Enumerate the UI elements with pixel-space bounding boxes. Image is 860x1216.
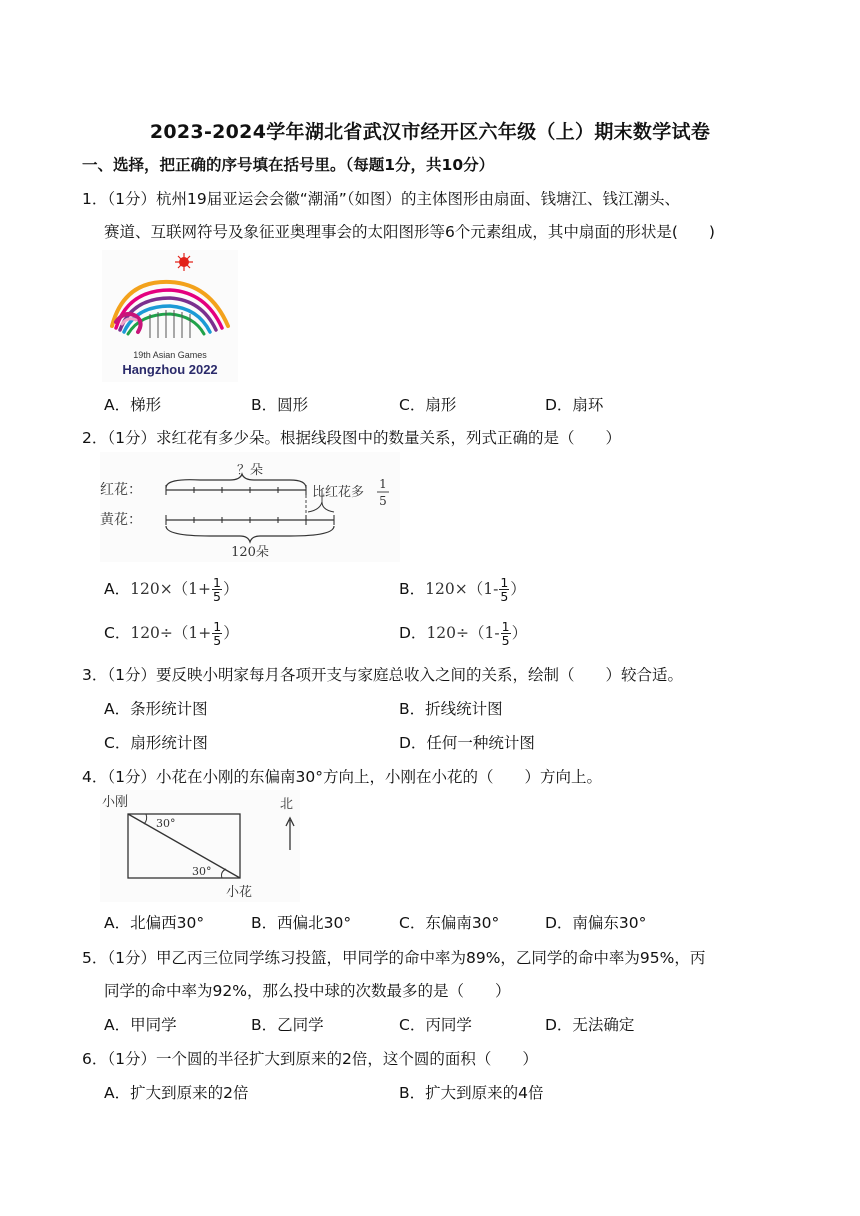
question-1-text-cont: 赛道、互联网符号及象征亚奥理事会的太阳图形等6个元素组成，其中扇面的形状是( ) (104, 223, 715, 241)
q2-option-d-fraction (501, 620, 511, 647)
question-4-text: 4．（1分）小花在小刚的东偏南30°方向上，小刚在小花的（ ）方向上。 (82, 768, 602, 786)
q2-option-a-expr: 120×（1+ (130, 580, 212, 598)
q2-option-b-fraction (499, 576, 509, 603)
q5-option-b[interactable]: B．乙同学 (251, 1016, 324, 1034)
q2-option-c-close: ） (223, 624, 239, 642)
line-segment-diagram (100, 452, 400, 562)
question-5-text: 5．（1分）甲乙丙三位同学练习投篮，甲同学的命中率为89%，乙同学的命中率为95%，丙 (82, 949, 706, 967)
q3-option-a[interactable]: A．条形统计图 (104, 700, 208, 718)
diagram-red-label: 红花： (100, 482, 142, 498)
q2-option-b-letter: B． (399, 580, 426, 598)
angle-label-bottom: 30° (192, 865, 212, 878)
q2-option-d-expr: 120÷（1- (426, 624, 500, 642)
question-5-text-cont: 同学的命中率为92%，那么投中球的次数最多的是（ ） (104, 982, 511, 1000)
q1-option-b[interactable]: B．圆形 (251, 396, 309, 414)
fraction-numerator: 1 (213, 619, 222, 634)
question-6-text: 6．（1分）一个圆的半径扩大到原来的2倍，这个圆的面积（ ） (82, 1050, 538, 1068)
diagram-frac-num: 1 (379, 477, 387, 491)
q3-option-d[interactable]: D．任何一种统计图 (399, 734, 535, 752)
q2-option-a-close: ） (222, 580, 239, 598)
q1-option-c[interactable]: C．扇形 (399, 396, 457, 414)
q2-option-a-fraction (212, 576, 222, 603)
q5-option-a[interactable]: A．甲同学 (104, 1016, 177, 1034)
q6-option-a[interactable]: A．扩大到原来的2倍 (104, 1084, 249, 1102)
q2-option-d-letter: D． (399, 624, 427, 642)
fraction-denominator: 5 (213, 633, 222, 648)
q2-option-a-letter: A． (104, 580, 131, 598)
q2-option-c[interactable] (104, 620, 239, 647)
fraction-numerator: 1 (501, 619, 510, 634)
diagram-yellow-label: 黄花： (100, 512, 142, 528)
question-1-text: 1．（1分）杭州19届亚运会会徽“潮涌”（如图）的主体图形由扇面、钱塘江、钱江潮头、 (82, 190, 681, 208)
q2-option-d-close: ） (511, 624, 528, 642)
question-3-text: 3．（1分）要反映小明家每月各项开支与家庭总收入之间的关系，绘制（ ）较合适。 (82, 666, 683, 684)
north-arrow-icon (284, 816, 296, 852)
q6-option-b[interactable]: B．扩大到原来的4倍 (399, 1084, 544, 1102)
q3-option-c[interactable]: C．扇形统计图 (104, 734, 208, 752)
diagram-more-label: 比红花多 (312, 485, 365, 500)
direction-diagram (100, 790, 300, 902)
fraction-denominator: 5 (501, 633, 510, 648)
q4-option-d[interactable]: D．南偏东30° (545, 914, 647, 932)
q2-option-c-letter: C． (104, 624, 131, 642)
diagram-frac-den: 5 (379, 494, 387, 508)
fraction-numerator: 1 (213, 575, 221, 590)
question-2-text: 2．（1分）求红花有多少朵。根据线段图中的数量关系，列式正确的是（ ） (82, 429, 621, 447)
q4-option-b[interactable]: B．西偏北30° (251, 914, 352, 932)
fraction-denominator: 5 (500, 589, 509, 604)
asian-games-logo (102, 250, 238, 382)
q1-option-d[interactable]: D．扇环 (545, 396, 604, 414)
diagram-unknown-label: ？朵 (236, 463, 264, 478)
angle-label-top: 30° (156, 817, 176, 830)
north-label: 北 (280, 797, 294, 812)
q1-option-a[interactable]: A．梯形 (104, 396, 162, 414)
q5-option-d[interactable]: D．无法确定 (545, 1016, 635, 1034)
logo-text-line1: 19th Asian Games (133, 350, 207, 360)
xiaogang-label: 小刚 (102, 795, 129, 810)
q2-option-d[interactable] (399, 620, 527, 647)
fraction-denominator: 5 (213, 589, 221, 604)
q2-option-a[interactable] (104, 576, 239, 603)
fraction-numerator: 1 (500, 575, 509, 590)
q2-option-b-expr: 120×（1- (425, 580, 499, 598)
q4-option-a[interactable]: A．北偏西30° (104, 914, 205, 932)
q2-option-c-expr: 120÷（1+ (130, 624, 212, 642)
q2-option-b[interactable] (399, 576, 526, 603)
q4-option-c[interactable]: C．东偏南30° (399, 914, 500, 932)
q2-option-b-close: ） (510, 580, 526, 598)
section-heading: 一、选择，把正确的序号填在括号里。（每题1分，共10分） (82, 156, 495, 174)
diagram-total-label: 120朵 (231, 545, 269, 560)
q2-option-c-fraction (212, 620, 222, 647)
q5-option-c[interactable]: C．丙同学 (399, 1016, 472, 1034)
q3-option-b[interactable]: B．折线统计图 (399, 700, 503, 718)
page-title: 2023-2024学年湖北省武汉市经开区六年级（上）期末数学试卷 (149, 121, 711, 143)
xiaohua-label: 小花 (226, 885, 253, 900)
logo-text-line2: Hangzhou 2022 (122, 362, 218, 377)
